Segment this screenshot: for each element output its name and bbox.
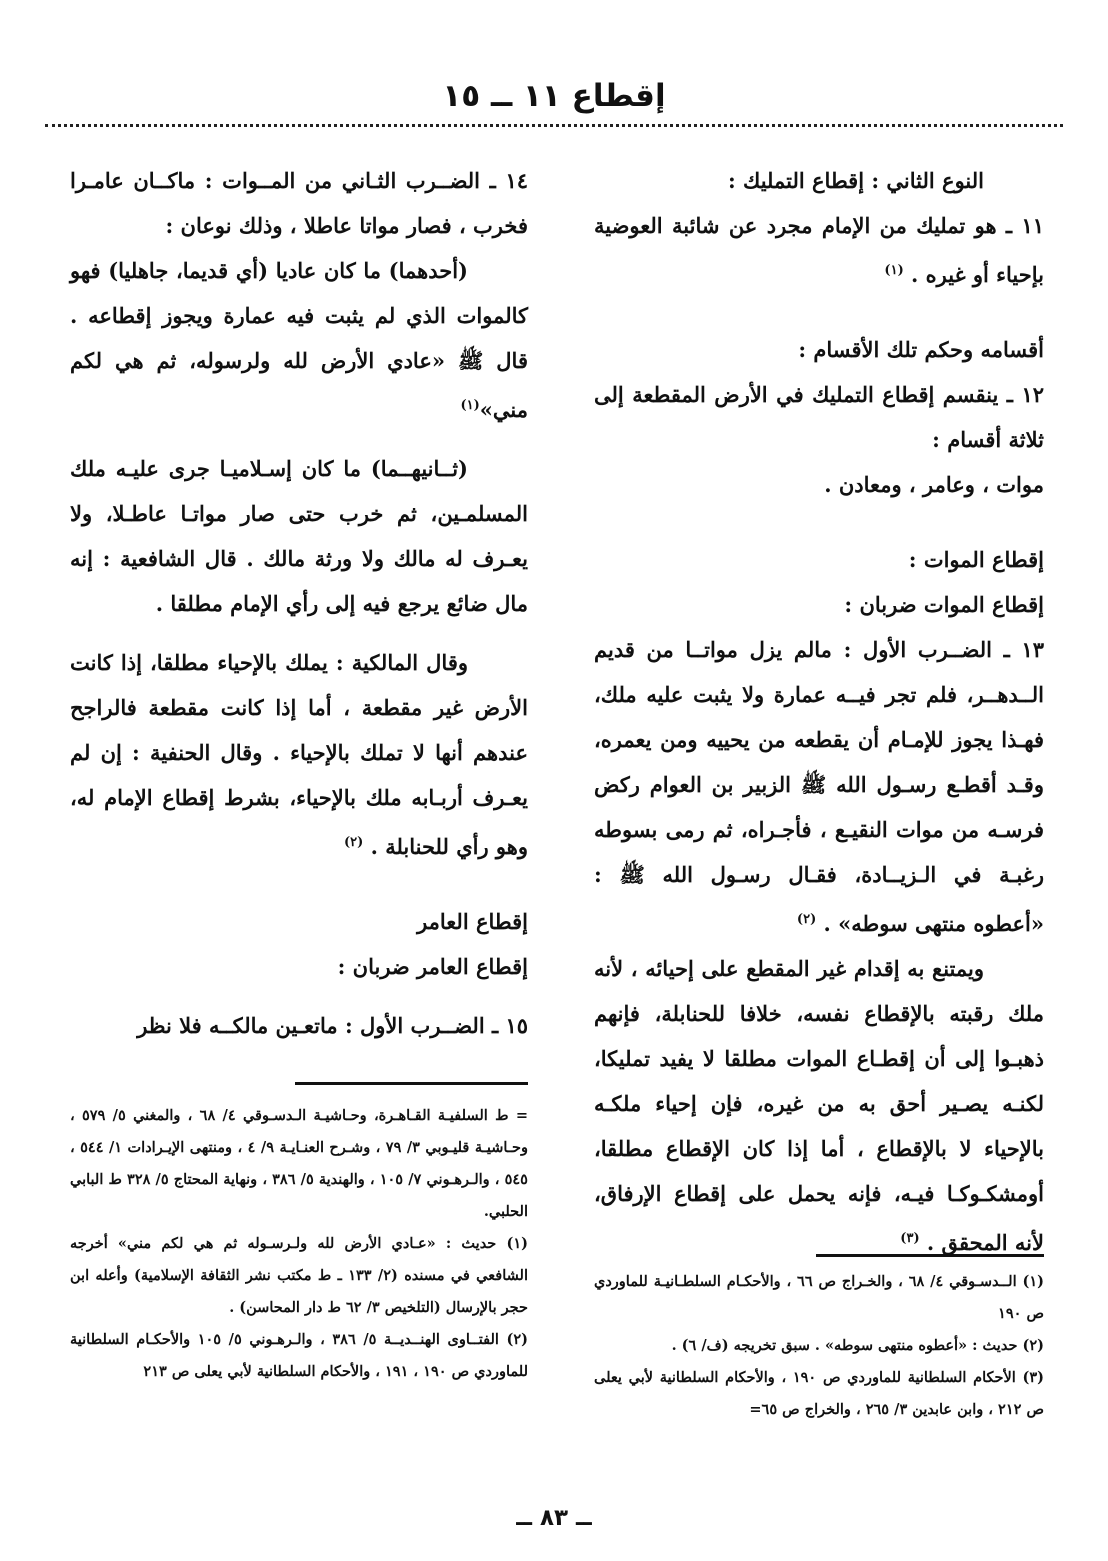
paragraph-14: ١٤ ـ الضــرب الثـاني من المــوات : ماكــان عامـرا فخرب ، فصار مواتا عاطلا ، وذلك نوعان : bbox=[70, 168, 528, 238]
malikiyya-text: وقال المالكية : يملك بالإحياء مطلقا، إذا كانت الأرض غير مقطعة ، أما إذا كانت مقطعة فالراجح عندهم أنها لا تملك بالإحياء . وقال الحنفية : إن لم يعـرف أربـابه ملك بالإحياء، بشرط إقطاع الإمام له، وهو رأي للحنابلة . bbox=[70, 650, 528, 859]
page-number: ــ ٨٣ ــ bbox=[516, 1505, 592, 1531]
paragraph-13-text: ١٣ ـ الضــرب الأول : مالم يزل مواتــا من قديم الــدهــر، فلم تجر فيــه عمارة ولا يثبت عليه ملك، فهـذا يجوز للإمـام أن يقطعه من يحييه ومن يعمره، وقـد أقطـع رسـول الله ﷺ الزبير بن العوام ركض فرسـه من موات النقيـع ، فأجـراه، ثم رمى بسوطه رغبـة في الـزيــادة، فقـال رسـول الله ﷺ : «أعطوه منتهى سوطه» . bbox=[594, 637, 1044, 936]
paragraph-malikiyya bbox=[70, 640, 528, 869]
paragraph-12: ١٢ ـ ينقسم إقطاع التمليك في الأرض المقطعة إلى ثلاثة أقسام : bbox=[594, 382, 1044, 452]
right-column bbox=[594, 158, 1044, 1265]
footnote-3-right: (٣) الأحكام السلطانية للماوردي ص ١٩٠ ، والأحكام السلطانية لأبي يعلى ص ٢١٢ ، وابن عابدين ٣/ ٢٦٥ ، والخراج ص ٦٥= bbox=[594, 1369, 1044, 1418]
spacer bbox=[70, 869, 528, 899]
spacer bbox=[594, 507, 1044, 537]
spacer bbox=[70, 626, 528, 640]
footnote-1-right: (١) الــدسـوقي ٤/ ٦٨ ، والخـراج ص ٦٦ ، والأحكـام السلطـانيـة للماوردي ص ١٩٠ bbox=[594, 1273, 1044, 1322]
paragraph-15: ١٥ ـ الضــرب الأول : ماتعـين مالكــه فلا نظر bbox=[137, 1013, 528, 1038]
footnote-ref: (١) bbox=[460, 398, 480, 413]
footnotes-right bbox=[594, 1266, 1044, 1426]
division-list: موات ، وعامر ، ومعادن . bbox=[824, 472, 1044, 497]
footnote-2-left: (٢) الفتــاوى الهنــديــة ٥/ ٣٨٦ ، والـرهـوني ٥/ ١٠٥ والأحكـام السلطانية للماوردي ص ١٩٠ ، ١٩١ ، والأحكام السلطانية لأبي يعلى ص ٢١٣ bbox=[70, 1331, 528, 1380]
paragraph-14-second-kind: (ثــانيهــما) ما كان إسـلاميـا جرى عليـه ملك المسلمـين، ثم خرب حتى صار مواتـا عاطـلا، ولا يعـرف له مالك ولا ورثة مالك . قال الشافعية : إنه مال ضائع يرجع فيه إلى رأي الإمام مطلقا . bbox=[70, 456, 528, 616]
heading-type-two: النوع الثاني : إقطاع التمليك : bbox=[727, 168, 984, 193]
left-column bbox=[70, 158, 528, 1048]
footnote-ref: (٣) bbox=[900, 1231, 920, 1246]
footnote-rule-left bbox=[295, 1082, 528, 1085]
footnote-1-left: (١) حديث : «عـادي الأرض لله ولـرسـوله ثم هي لكم مني» أخرجه الشافعي في مسنده (٢/ ١٣٣ ـ ط مكتب نشر الثقافة الإسلامية) وأعله ابن حجر بالإرسال (التلخيص ٣/ ٦٢ ط دار المحاسن) . bbox=[70, 1235, 528, 1316]
spacer bbox=[70, 989, 528, 1003]
heading-cultivated-land: إقطاع العامر bbox=[417, 909, 528, 934]
footnote-ref: (٢) bbox=[796, 912, 817, 927]
subheading-dead-land: إقطاع الموات ضربان : bbox=[844, 592, 1044, 617]
header-dotted-rule bbox=[45, 124, 1063, 127]
footnote-continued: = ط السلفيـة القـاهـرة، وحـاشيـة الـدسـوقي ٤/ ٦٨ ، والمغني ٥/ ٥٧٩ ، وحـاشيـة قليـوبي ٣/ ٧٩ ، وشـرح العنـايـة ٩/ ٤ ، ومنتهى الإيـرادات ١/ ٥٤٤ ، ٥٤٥ ، والـرهـوني ٧/ ١٠٥ ، والهندية ٥/ ٣٨٦ ، ونهاية المحتاج ٥/ ٣٢٨ ط البابي الحلبي. bbox=[70, 1107, 528, 1220]
paragraph-13 bbox=[594, 627, 1044, 946]
footnote-ref: (١) bbox=[884, 263, 904, 278]
subheading-cultivated-land: إقطاع العامر ضربان : bbox=[337, 954, 528, 979]
paragraph-14-first-kind bbox=[70, 248, 528, 432]
paragraph-13-continued-text: ويمتنع به إقدام غير المقطع على إحيائه ، لأنه ملك رقبته بالإقطاع نفسه، خلافا للحنابلة، فإنهم ذهبـوا إلى أن إقطـاع الموات مطلقا لا يفيد تمليكا، لكنـه يصـير أحق به من غيره، فإن إحياء ملكـه بالإحياء لا بالإقطاع ، أما إذا كان الإقطاع مطلقا، أومشكـوكـا فيـه، فإنه يحمل على إقطاع الإرفاق، لأنه المحقق . bbox=[594, 956, 1044, 1255]
first-kind-text: (أحدهما) ما كان عاديا (أي قديما، جاهليا) فهو كالموات الذي لم يثبت فيه عمارة ويجوز إقطاعه . قال ﷺ «عادي الأرض لله ولرسوله، ثم هي لكم مني» bbox=[70, 258, 528, 422]
heading-dead-land: إقطاع الموات : bbox=[908, 547, 1044, 572]
paragraph-13-continued bbox=[594, 946, 1044, 1265]
spacer bbox=[594, 297, 1044, 327]
paragraph-11-text: ١١ ـ هو تمليك من الإمام مجرد عن شائبة العوضية بإحياء أو غيره . bbox=[594, 213, 1044, 287]
heading-divisions: أقسامه وحكم تلك الأقسام : bbox=[798, 337, 1044, 362]
footnote-2-right: (٢) حديث : «أعطوه منتهى سوطه» . سبق تخريجه (ف/ ٦) . bbox=[671, 1337, 1044, 1354]
spacer bbox=[70, 432, 528, 446]
footnote-rule-right bbox=[816, 1254, 1044, 1257]
paragraph-11 bbox=[594, 203, 1044, 297]
running-header: إقطاع ١١ ــ ١٥ bbox=[442, 78, 666, 114]
footnotes-left bbox=[70, 1100, 528, 1388]
footnote-ref: (٢) bbox=[343, 835, 364, 850]
